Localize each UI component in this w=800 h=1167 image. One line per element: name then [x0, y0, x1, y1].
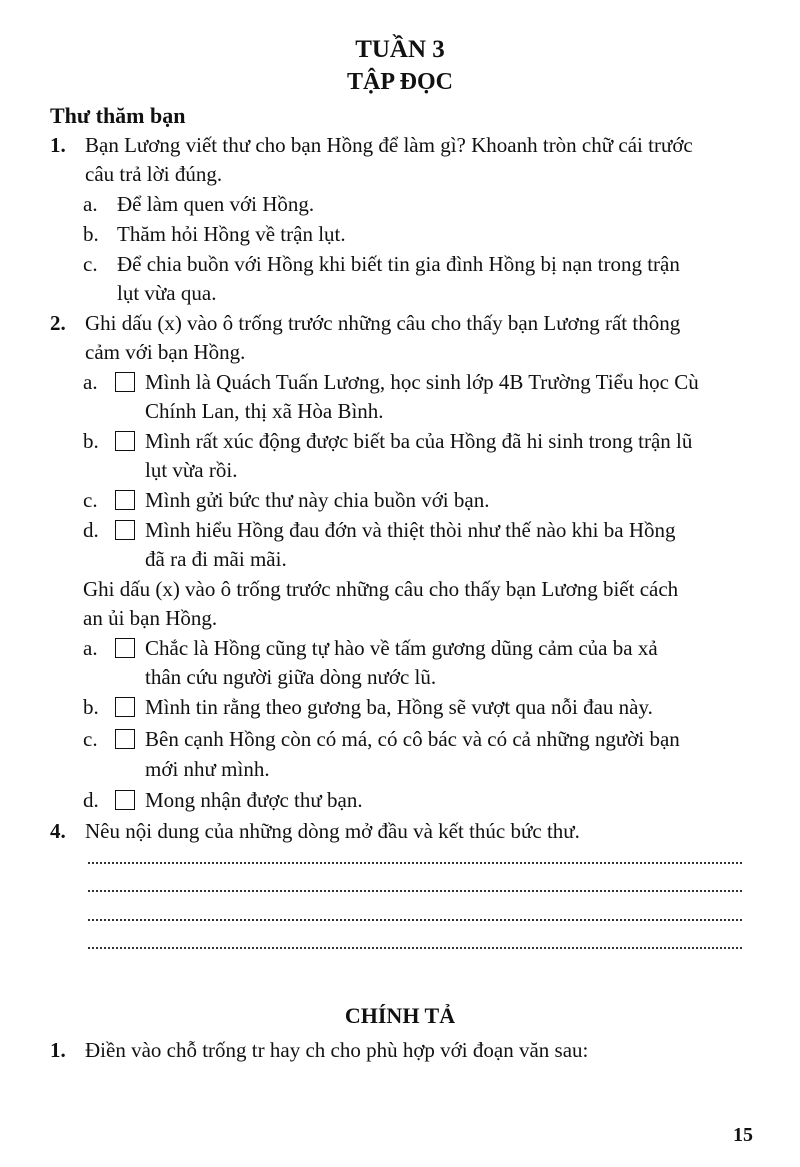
checkbox[interactable] — [115, 431, 135, 451]
checkbox[interactable] — [115, 490, 135, 510]
option-text-cont: mới như mình. — [145, 757, 270, 781]
answer-line-1[interactable] — [88, 860, 742, 864]
option-label: c. — [83, 727, 98, 751]
option-label: c. — [83, 252, 98, 276]
checkbox[interactable] — [115, 729, 135, 749]
option-text: Mình là Quách Tuấn Lương, học sinh lớp 4B Trường Tiểu học Cù — [145, 370, 699, 394]
checkbox[interactable] — [115, 372, 135, 392]
option-label: a. — [83, 192, 98, 216]
page-number: 15 — [733, 1124, 753, 1146]
option-text: Mình rất xúc động được biết ba của Hồng đã hi sinh trong trận lũ — [145, 429, 693, 453]
answer-line-3[interactable] — [88, 917, 742, 921]
option-text: Mình hiểu Hồng đau đớn và thiệt thòi như thế nào khi ba Hồng — [145, 518, 676, 542]
q2-text-cont: cảm với bạn Hồng. — [85, 340, 246, 364]
option-label: b. — [83, 222, 99, 246]
checkbox[interactable] — [115, 520, 135, 540]
q3-text: Ghi dấu (x) vào ô trống trước những câu cho thấy bạn Lương biết cách — [83, 577, 679, 601]
q1-text: Bạn Lương viết thư cho bạn Hồng để làm gì? Khoanh tròn chữ cái trước — [85, 133, 693, 157]
option-label: a. — [83, 370, 98, 394]
q4-number: 4. — [50, 819, 66, 843]
option-text: Để chia buồn với Hồng khi biết tin gia đình Hồng bị nạn trong trận — [117, 252, 680, 276]
q4-text: Nêu nội dung của những dòng mở đầu và kết thúc bức thư. — [85, 819, 580, 843]
checkbox[interactable] — [115, 790, 135, 810]
q2-text: Ghi dấu (x) vào ô trống trước những câu cho thấy bạn Lương rất thông — [85, 311, 681, 335]
option-text-cont: đã ra đi mãi mãi. — [145, 547, 287, 571]
option-text: Thăm hỏi Hồng về trận lụt. — [117, 222, 346, 246]
chinh-ta-number: 1. — [50, 1038, 66, 1062]
q2-number: 2. — [50, 311, 66, 335]
option-text-cont: lụt vừa qua. — [117, 281, 217, 305]
option-text: Mình tin rằng theo gương ba, Hồng sẽ vượt qua nỗi đau này. — [145, 695, 653, 719]
option-label: a. — [83, 636, 98, 660]
checkbox[interactable] — [115, 638, 135, 658]
chinh-ta-text: Điền vào chỗ trống tr hay ch cho phù hợp với đoạn văn sau: — [85, 1038, 589, 1062]
option-text-cont: lụt vừa rồi. — [145, 458, 238, 482]
option-text-cont: thân cứu người giữa dòng nước lũ. — [145, 665, 437, 689]
option-text-cont: Chính Lan, thị xã Hòa Bình. — [145, 399, 384, 423]
option-text: Mong nhận được thư bạn. — [145, 788, 363, 812]
answer-line-4[interactable] — [88, 945, 742, 949]
option-text: Chắc là Hồng cũng tự hào về tấm gương dũng cảm của ba xả — [145, 636, 658, 660]
q1-number: 1. — [50, 133, 66, 157]
chinh-ta-heading: CHÍNH TẢ — [344, 1003, 456, 1028]
option-text: Mình gửi bức thư này chia buồn với bạn. — [145, 488, 490, 512]
week-heading: TUẦN 3 — [355, 36, 445, 63]
option-label: d. — [83, 518, 99, 542]
option-label: b. — [83, 695, 99, 719]
option-label: c. — [83, 488, 98, 512]
checkbox[interactable] — [115, 697, 135, 717]
q3-text-cont: an ủi bạn Hồng. — [83, 606, 218, 630]
option-label: b. — [83, 429, 99, 453]
lesson-title: Thư thăm bạn — [50, 103, 186, 128]
option-text: Bên cạnh Hồng còn có má, có cô bác và có cả những người bạn — [145, 727, 680, 751]
option-label: d. — [83, 788, 99, 812]
option-text: Để làm quen với Hồng. — [117, 192, 315, 216]
q1-text-cont: câu trả lời đúng. — [85, 162, 223, 186]
section-heading: TẬP ĐỌC — [346, 69, 453, 95]
answer-line-2[interactable] — [88, 888, 742, 892]
